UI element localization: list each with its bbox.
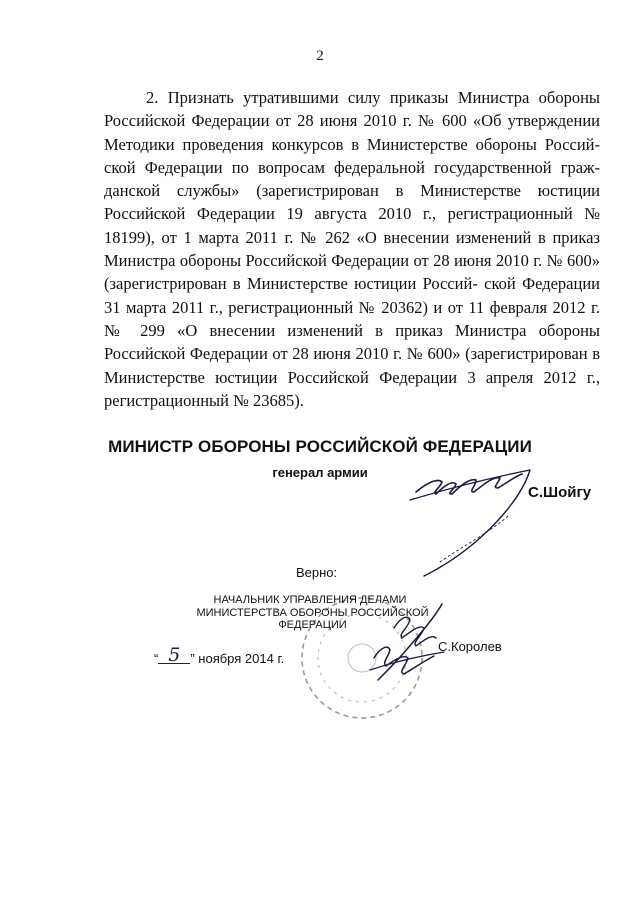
paragraph-line: от 11 февраля 2012 г. № 299 «О внесении изменений в приказ bbox=[104, 297, 600, 340]
paragraph-line: Федерации 3 апреля 2012 г., регистрационный № 23685). bbox=[104, 367, 600, 410]
body-paragraph bbox=[104, 86, 600, 412]
paragraph-line: ской Федерации по вопросам федеральной государственной граж- bbox=[104, 157, 600, 177]
paragraph-line: № 18199), от 1 марта 2011 г. № 262 «О внесении изменений bbox=[104, 204, 601, 247]
signatory-rank: генерал армии bbox=[272, 465, 368, 480]
signature-scribble bbox=[380, 452, 550, 582]
paragraph-line: Российской Федерации 19 августа 2010 г., регистрационный bbox=[104, 204, 573, 224]
page-number: 2 bbox=[316, 48, 324, 64]
verno-label: Верно: bbox=[296, 565, 338, 580]
certification-date bbox=[154, 644, 285, 666]
certifier-position-line1: НАЧАЛЬНИК УПРАВЛЕНИЯ ДЕЛАМИ bbox=[213, 594, 407, 606]
signatory-name: С.Шойгу bbox=[528, 484, 592, 501]
date-day: 5 bbox=[158, 648, 190, 664]
date-month-year: ” ноября 2014 г. bbox=[190, 651, 285, 666]
signatory-title: МИНИСТР ОБОРОНЫ РОССИЙСКОЙ ФЕДЕРАЦИИ bbox=[108, 437, 532, 456]
paragraph-line: ской Федерации 31 марта 2011 г., регистрационный № 20362) и bbox=[104, 274, 600, 317]
date-open-quote: “ bbox=[154, 651, 159, 666]
paragraph-line: Методики проведения конкурсов в Министерстве обороны Россий- bbox=[104, 134, 600, 154]
paragraph-line: 2010 г. № 600» (зарегистрирован в Министерстве юстиции Россий- bbox=[104, 251, 601, 294]
certifier-name: С.Королев bbox=[438, 639, 502, 654]
paragraph-line: в приказ Министра обороны Российской Федерации от 28 июня bbox=[104, 227, 600, 271]
paragraph-line: Российской Федерации от 28 июня 2010 г. № 600 «Об утверждении bbox=[104, 111, 600, 131]
paragraph-line: данской службы» (зарегистрирован в Министерстве юстиции bbox=[104, 181, 600, 201]
paragraph-line: № 600» (зарегистрирован в Министерстве юстиции Российской bbox=[104, 344, 601, 387]
certifier-position-line2: МИНИСТЕРСТВА ОБОРОНЫ РОССИЙСКОЙ ФЕДЕРАЦИИ bbox=[196, 607, 429, 631]
paragraph-line: Министра обороны Российской Федерации от 28 июня 2010 г. bbox=[104, 320, 601, 364]
paragraph-line: 2. Признать утратившими силу приказы Министра обороны bbox=[146, 88, 600, 107]
